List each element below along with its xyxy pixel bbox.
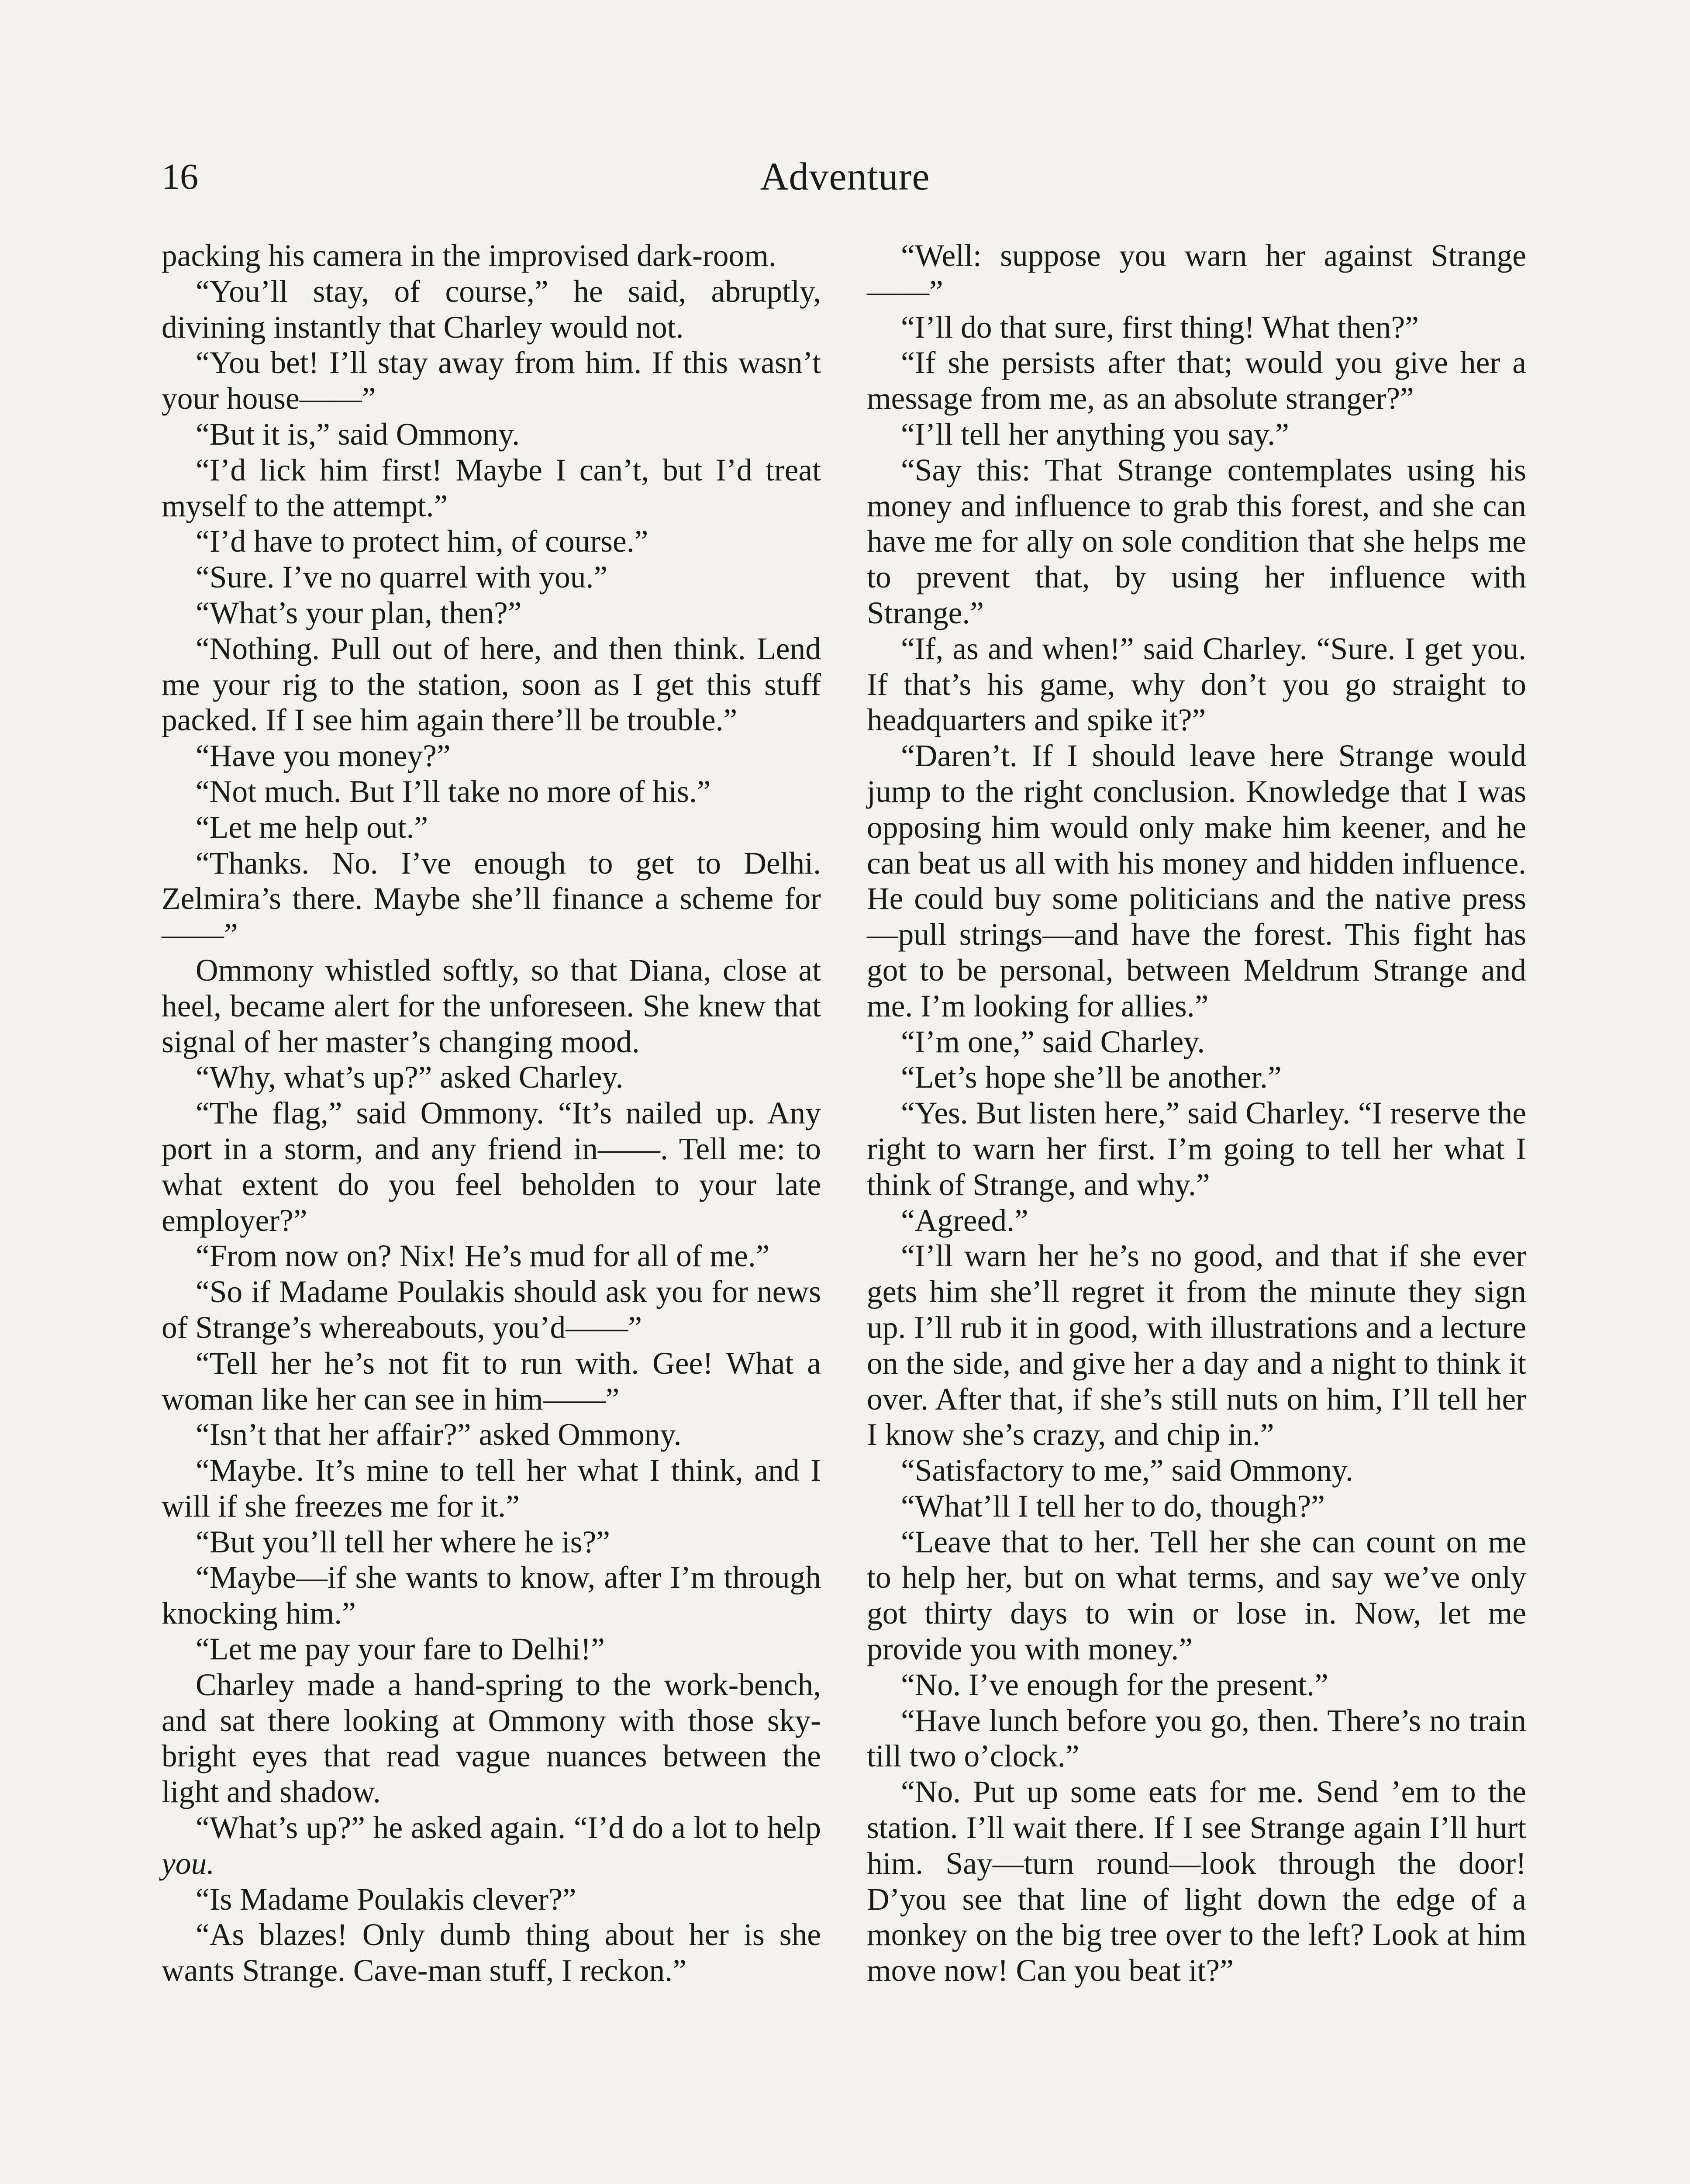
paragraph xyxy=(162,953,821,1060)
paragraph-text: “What’s up?” he asked again. “I’d do a lot to help xyxy=(196,1811,821,1845)
paragraph xyxy=(162,810,821,846)
paragraph-text: “From now on? Nix! He’s mud for all of me.” xyxy=(196,1239,770,1274)
paragraph-text: “No. Put up some eats for me. Send ’em to the station. I’ll wait there. If I see Strange again I’ll hurt him. Say—turn round—look through the door! D’you see that line of light down the edge of a monkey on the big tree over to the left? Look at him move now! Can you beat it?” xyxy=(867,1775,1526,1988)
paragraph-text: “But you’ll tell her where he is?” xyxy=(196,1524,610,1559)
paragraph-text: “I’m one,” said Charley. xyxy=(901,1024,1205,1059)
paragraph-text: “Is Madame Poulakis clever?” xyxy=(196,1882,576,1917)
page-header xyxy=(162,149,1528,218)
page-number: 16 xyxy=(162,156,198,197)
paragraph-text: “Sure. I’ve no quarrel with you.” xyxy=(196,560,608,595)
running-title: Adventure xyxy=(760,155,930,198)
paragraph-text: Ommony whistled softly, so that Diana, close at heel, became alert for the unforeseen. She knew that signal of her master’s changing mood. xyxy=(162,953,821,1059)
paragraph-text: “I’ll do that sure, first thing! What then?” xyxy=(901,310,1419,345)
paragraph xyxy=(162,1560,821,1631)
paragraph-text: “Not much. But I’ll take no more of his.” xyxy=(196,774,711,809)
paragraph-text: “Well: suppose you warn her against Strange——” xyxy=(867,238,1526,309)
paragraph-text: “Let me help out.” xyxy=(196,810,428,845)
paragraph xyxy=(162,1810,821,1882)
paragraph xyxy=(162,345,821,417)
paragraph xyxy=(867,1524,1526,1667)
paragraph xyxy=(867,738,1526,1024)
paragraph-text: “Maybe—if she wants to know, after I’m through knocking him.” xyxy=(162,1560,821,1631)
paragraph xyxy=(162,238,821,274)
paragraph xyxy=(162,524,821,560)
left-text-column xyxy=(162,238,821,1989)
paragraph xyxy=(162,1917,821,1989)
paragraph xyxy=(162,1238,821,1274)
right-text-column xyxy=(867,238,1526,1989)
paragraph xyxy=(162,453,821,524)
paragraph-text: “The flag,” said Ommony. “It’s nailed up. Any port in a storm, and any friend in——. Tell me: to what extent do you feel beholden to your late employer?” xyxy=(162,1096,821,1238)
paragraph-text: “Yes. But listen here,” said Charley. “I reserve the right to warn her first. I’m going to tell her what I think of Strange, and why.” xyxy=(867,1096,1526,1202)
paragraph xyxy=(162,774,821,810)
paragraph xyxy=(162,595,821,631)
emphasis-text: you. xyxy=(162,1846,215,1881)
paragraph xyxy=(162,1882,821,1918)
paragraph xyxy=(162,1417,821,1453)
paragraph xyxy=(162,1631,821,1667)
paragraph-text: “I’ll tell her anything you say.” xyxy=(901,417,1289,452)
paragraph-text: “Tell her he’s not fit to run with. Gee! What a woman like her can see in him——” xyxy=(162,1346,821,1417)
paragraph xyxy=(162,417,821,453)
paragraph-text: “Why, what’s up?” asked Charley. xyxy=(196,1060,624,1095)
paragraph-text: “You’ll stay, of course,” he said, abruptly, divining instantly that Charley would not. xyxy=(162,274,821,345)
paragraph xyxy=(867,310,1526,346)
paragraph-text: “You bet! I’ll stay away from him. If this wasn’t your house——” xyxy=(162,346,821,416)
paragraph xyxy=(162,631,821,738)
paragraph-text: “Leave that to her. Tell her she can count on me to help her, but on what terms, and say we’ve only got thirty days to win or lose in. Now, let me provide you with money.” xyxy=(867,1524,1526,1667)
paragraph-text: “So if Madame Poulakis should ask you for news of Strange’s whereabouts, you’d——” xyxy=(162,1275,821,1345)
paragraph-text: “I’ll warn her he’s no good, and that if she ever gets him she’ll regret it from the minute they sign up. I’ll rub it in good, with illustrations and a lecture on the side, and give her a day and a night to think it over. After that, if she’s still nuts on him, I’ll tell her I know she’s crazy, and chip in.” xyxy=(867,1239,1526,1452)
paragraph-text: “Daren’t. If I should leave here Strange would jump to the right conclusion. Knowledge that I was opposing him would only make him keener, and he can beat us all with his money and hidden influence. He could buy some politicians and the native press—pull strings—and have the forest. This fight has got to be personal, between Meldrum Strange and me. I’m looking for allies.” xyxy=(867,739,1526,1023)
paragraph xyxy=(867,1774,1526,1989)
paragraph xyxy=(867,345,1526,417)
paragraph-text: “Let’s hope she’ll be another.” xyxy=(901,1060,1282,1095)
paragraph xyxy=(162,274,821,346)
paragraph-text: “What’ll I tell her to do, though?” xyxy=(901,1489,1325,1524)
paragraph xyxy=(867,1238,1526,1453)
paragraph xyxy=(867,1060,1526,1095)
paragraph-text: “Say this: That Strange contemplates using his money and influence to grab this forest, and she can have me for ally on sole condition that she helps me to prevent that, by using her influence with Strange.” xyxy=(867,453,1526,630)
paragraph xyxy=(162,846,821,953)
paragraph xyxy=(867,238,1526,310)
paragraph xyxy=(162,1274,821,1346)
paragraph-text: “Satisfactory to me,” said Ommony. xyxy=(901,1453,1353,1488)
paragraph xyxy=(162,1453,821,1524)
paragraph-text: “Have you money?” xyxy=(196,739,451,774)
paragraph xyxy=(867,1095,1526,1203)
paragraph xyxy=(867,1703,1526,1775)
paragraph xyxy=(162,1524,821,1560)
paragraph-text: Charley made a hand-spring to the work-bench, and sat there looking at Ommony with those sky-bright eyes that read vague nuances between the light and shadow. xyxy=(162,1667,821,1810)
paragraph-text: “If she persists after that; would you give her a message from me, as an absolute stranger?” xyxy=(867,346,1526,416)
paragraph xyxy=(162,1095,821,1238)
paragraph xyxy=(867,1024,1526,1060)
paragraph-text: “Let me pay your fare to Delhi!” xyxy=(196,1632,605,1667)
paragraph-text: “What’s your plan, then?” xyxy=(196,595,522,630)
paragraph-text: “As blazes! Only dumb thing about her is she wants Strange. Cave-man stuff, I reckon.” xyxy=(162,1918,821,1988)
paragraph xyxy=(162,1060,821,1095)
paragraph xyxy=(867,631,1526,738)
paragraph xyxy=(867,1667,1526,1703)
paragraph-text: “Isn’t that her affair?” asked Ommony. xyxy=(196,1417,682,1452)
paragraph xyxy=(867,453,1526,631)
paragraph-text: “I’d have to protect him, of course.” xyxy=(196,524,648,559)
paragraph xyxy=(867,1453,1526,1489)
paragraph-text: “Have lunch before you go, then. There’s no train till two o’clock.” xyxy=(867,1703,1526,1774)
paragraph-text: “Agreed.” xyxy=(901,1203,1028,1238)
paragraph xyxy=(867,1203,1526,1239)
paragraph-text: “But it is,” said Ommony. xyxy=(196,417,520,452)
paragraph xyxy=(162,738,821,774)
paragraph-text: “I’d lick him first! Maybe I can’t, but I’d treat myself to the attempt.” xyxy=(162,453,821,523)
paragraph xyxy=(162,1667,821,1810)
paragraph xyxy=(867,1489,1526,1524)
paragraph xyxy=(162,560,821,595)
paragraph-text: “No. I’ve enough for the present.” xyxy=(901,1667,1328,1702)
paragraph xyxy=(867,417,1526,453)
paragraph-text: “Maybe. It’s mine to tell her what I think, and I will if she freezes me for it.” xyxy=(162,1453,821,1524)
paragraph-text: “Thanks. No. I’ve enough to get to Delhi. Zelmira’s there. Maybe she’ll finance a scheme for——” xyxy=(162,846,821,952)
paragraph-text: “If, as and when!” said Charley. “Sure. I get you. If that’s his game, why don’t you go straight to headquarters and spike it?” xyxy=(867,631,1526,738)
paragraph xyxy=(162,1346,821,1417)
paragraph-text: packing his camera in the improvised dark-room. xyxy=(162,238,776,273)
paragraph-text: “Nothing. Pull out of here, and then think. Lend me your rig to the station, soon as I get this stuff packed. If I see him again there’ll be trouble.” xyxy=(162,631,821,738)
